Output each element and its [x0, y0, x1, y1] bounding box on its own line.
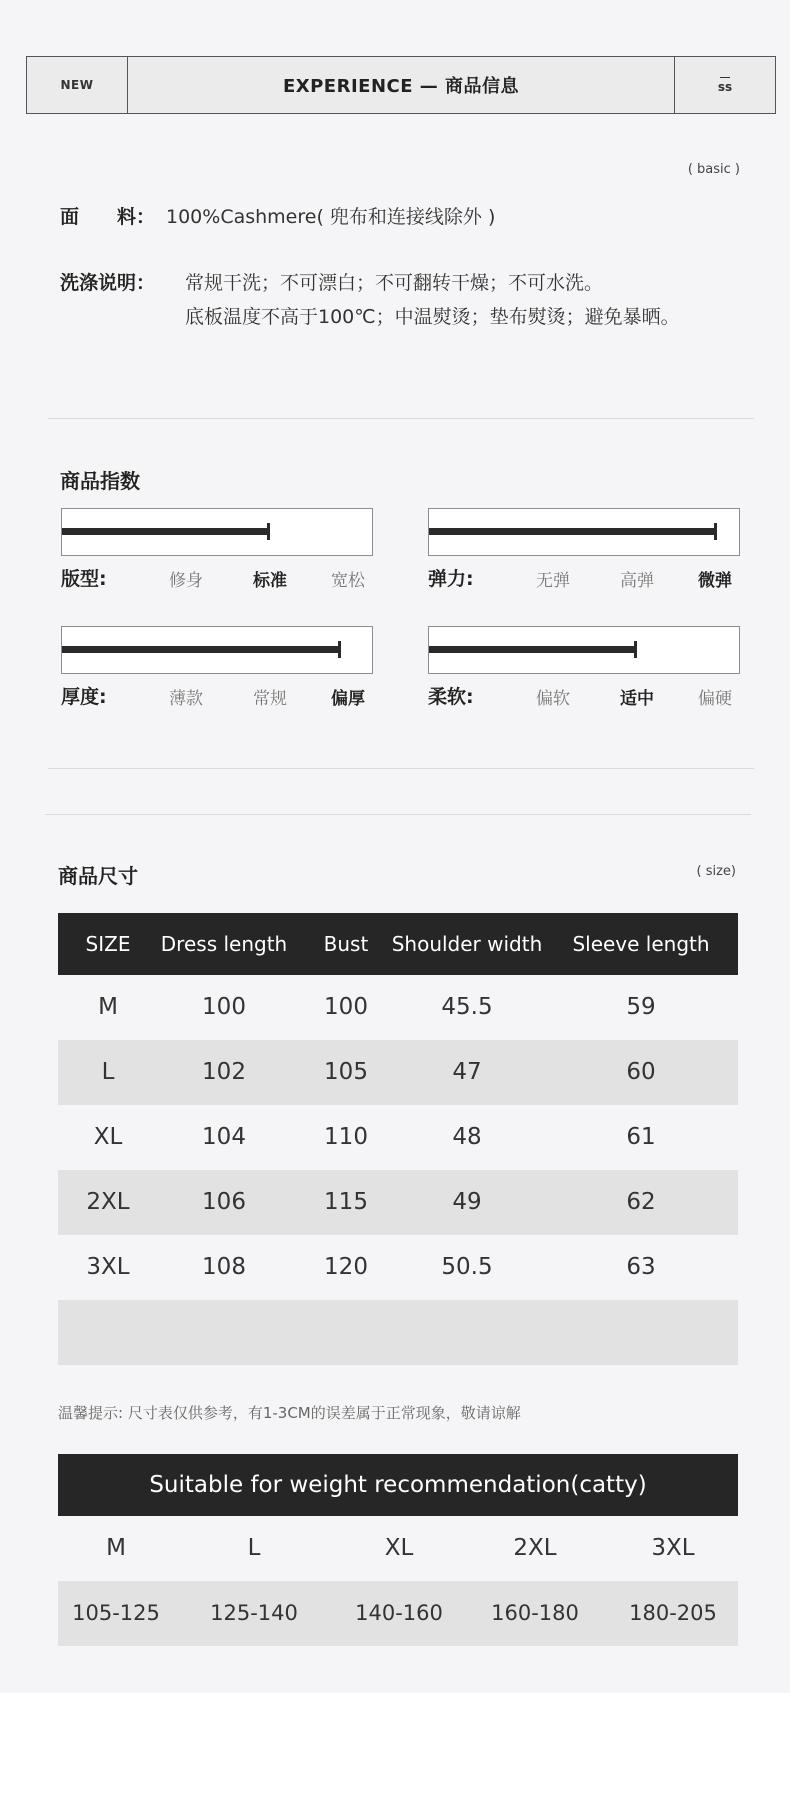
header-title: EXPERIENCE — 商品信息: [282, 76, 520, 97]
gauge-marker: [634, 641, 637, 658]
weight-range-cell: 160-180: [491, 1601, 579, 1625]
table-row: [58, 1105, 738, 1170]
wash-line-1: 常规干洗；不可漂白；不可翻转干燥；不可水洗。: [185, 272, 604, 294]
fabric-label: 面 料：: [60, 206, 156, 228]
table-cell: 3XL: [86, 1254, 130, 1280]
weight-size-cell: 2XL: [513, 1535, 557, 1561]
size-col-header: Bust: [323, 932, 369, 956]
table-row: [58, 1170, 738, 1235]
weight-sizes-row: [58, 1516, 738, 1581]
index-title: 商品指数: [60, 469, 140, 493]
gauge-label: 柔软:: [428, 686, 474, 708]
gauge-label: 弹力:: [428, 568, 474, 590]
size-table: [58, 913, 738, 1365]
table-cell: XL: [93, 1124, 123, 1150]
size-title: 商品尺寸: [58, 864, 138, 888]
gauge-option: 标准: [253, 571, 287, 591]
size-table-body: [58, 975, 738, 1365]
table-cell: 102: [202, 1059, 246, 1085]
weight-size-cell: 3XL: [651, 1535, 695, 1561]
gauge-option: 高弹: [620, 571, 654, 591]
gauge-option: 偏厚: [331, 689, 365, 709]
table-cell: 49: [452, 1189, 482, 1215]
table-cell: 115: [324, 1189, 368, 1215]
size-note: 温馨提示: 尺寸表仅供参考，有1-3CM的误差属于正常现象，敬请谅解: [58, 1404, 521, 1422]
table-cell: 63: [626, 1254, 656, 1280]
gauge-option: 修身: [169, 571, 203, 591]
gauge-box: [61, 508, 373, 556]
table-cell: 104: [202, 1124, 246, 1150]
weight-size-cell: L: [247, 1535, 261, 1561]
gauge-marker: [714, 523, 717, 540]
basic-tag: ( basic ): [687, 162, 740, 177]
table-cell: 106: [202, 1189, 246, 1215]
gauge-option: 偏硬: [698, 689, 732, 709]
header-bar: [26, 56, 776, 114]
table-cell: 105: [324, 1059, 368, 1085]
divider: [48, 418, 754, 419]
size-col-header: Sleeve length: [572, 932, 710, 956]
table-cell: 110: [324, 1124, 368, 1150]
table-cell: 100: [324, 994, 368, 1020]
weight-range-cell: 140-160: [355, 1601, 443, 1625]
gauge-box: [428, 626, 740, 674]
wash-line-2: 底板温度不高于100℃；中温熨烫；垫布熨烫；避免暴晒。: [185, 306, 680, 328]
weight-range-cell: 125-140: [210, 1601, 298, 1625]
size-col-header: Shoulder width: [391, 932, 543, 956]
weight-range-cell: 180-205: [629, 1601, 717, 1625]
table-cell: 108: [202, 1254, 246, 1280]
table-cell: 61: [626, 1124, 656, 1150]
ss-text: ss: [717, 80, 733, 95]
gauge-option: 微弹: [698, 571, 732, 591]
gauge-marker: [338, 641, 341, 658]
wash-label: 洗涤说明：: [60, 272, 156, 294]
table-cell: 47: [452, 1059, 482, 1085]
weight-size-cell: XL: [384, 1535, 414, 1561]
size-table-header: [58, 913, 738, 975]
gauge-label: 厚度:: [61, 686, 107, 708]
table-row: [58, 1300, 738, 1365]
ss-label: [674, 57, 775, 113]
gauge-option: 偏软: [536, 689, 570, 709]
ss-bar-icon: [720, 77, 730, 79]
gauge-option: 宽松: [331, 571, 365, 591]
new-label: NEW: [27, 57, 128, 113]
table-cell: 120: [324, 1254, 368, 1280]
gauge-option: 常规: [253, 689, 287, 709]
table-cell: 50.5: [441, 1254, 493, 1280]
table-cell: 45.5: [441, 994, 493, 1020]
gauge-box: [428, 508, 740, 556]
table-cell: 2XL: [86, 1189, 130, 1215]
gauge-box: [61, 626, 373, 674]
fabric-value: 100%Cashmere( 兜布和连接线除外 ): [166, 206, 496, 228]
size-col-header: SIZE: [85, 932, 131, 956]
divider: [45, 814, 751, 815]
weight-size-cell: M: [106, 1535, 126, 1561]
gauge-bar: [62, 646, 340, 653]
weight-ranges-row: [58, 1581, 738, 1646]
size-col-header: Dress length: [160, 932, 288, 956]
gauge-option: 适中: [620, 689, 654, 709]
gauge-option: 薄款: [169, 689, 203, 709]
gauge-bar: [429, 528, 716, 535]
gauge-bar: [62, 528, 269, 535]
table-row: [58, 1235, 738, 1300]
table-cell: 48: [452, 1124, 482, 1150]
table-row: [58, 1040, 738, 1105]
table-cell: 100: [202, 994, 246, 1020]
weight-range-cell: 105-125: [72, 1601, 160, 1625]
table-cell: 59: [626, 994, 656, 1020]
size-tag: ( size): [696, 864, 736, 879]
gauge-label: 版型:: [61, 568, 107, 590]
table-cell: M: [98, 994, 118, 1020]
table-row: [58, 975, 738, 1040]
gauge-bar: [429, 646, 636, 653]
divider: [48, 768, 754, 769]
table-cell: 60: [626, 1059, 656, 1085]
gauge-option: 无弹: [536, 571, 570, 591]
gauge-marker: [267, 523, 270, 540]
weight-table: [58, 1454, 738, 1646]
table-cell: 62: [626, 1189, 656, 1215]
weight-table-title: Suitable for weight recommendation(catty): [58, 1454, 738, 1516]
table-cell: L: [101, 1059, 115, 1085]
